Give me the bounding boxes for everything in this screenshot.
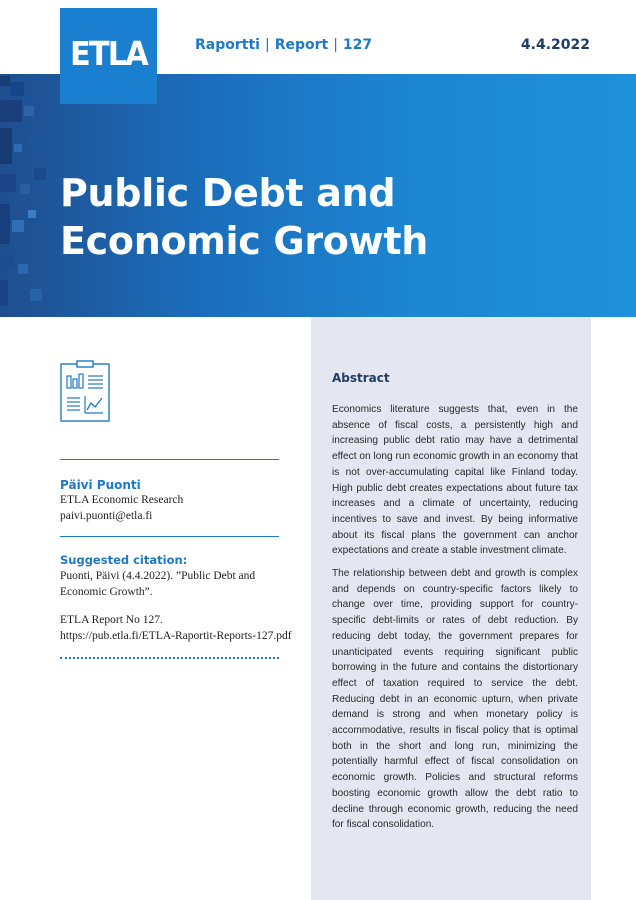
author-email[interactable]: paivi.puonti@etla.fi <box>60 510 153 522</box>
banner-pixel <box>0 204 10 244</box>
author-name: Päivi Puonti <box>60 478 141 492</box>
logo-text: ETLA <box>70 34 147 73</box>
report-url-link[interactable]: https://pub.etla.fi/ETLA-Raportit-Reports-127.pdf <box>60 630 292 642</box>
report-title: Public Debt and Economic Growth <box>60 171 428 263</box>
banner-pixel <box>0 254 14 268</box>
series-label-fi: Raportti <box>195 37 260 53</box>
banner-pixel <box>12 220 24 232</box>
divider <box>60 536 279 537</box>
publication-date: 4.4.2022 <box>520 37 590 53</box>
report-number: ETLA Report No 127. <box>60 614 163 626</box>
series-separator: | <box>333 37 338 53</box>
etla-logo[interactable] <box>60 8 157 104</box>
dotted-divider <box>60 657 279 659</box>
banner-pixel <box>34 168 46 180</box>
abstract-paragraph: The relationship between debt and growth is complex and depends on country-specific factors likely to change over time, providing support for country-specific debt-limits or rates of debt reduction. By reducing debt today, the government prepares for unanticipated events requiring significant public borrowing in the future and contains the distortionary effect of taxation required to service the debt. Reducing debt in an economic upturn, when private demand is strong and when monetary policy is accommodative, results in fiscal policy that is optimal both in the short and long run, minimizing the potentially harmful effect of fiscal consolidation on economic growth. Policies and structural reforms boosting economic growth allow the debt ratio to decline through economic growth, reducing the need for fiscal consolidation. <box>332 568 578 831</box>
abstract-panel <box>311 317 591 900</box>
series-number: 127 <box>342 37 373 53</box>
banner-pixel <box>10 82 24 96</box>
banner-pixel <box>0 76 10 86</box>
banner-pixel <box>0 174 16 192</box>
author-organization: ETLA Economic Research <box>60 494 184 506</box>
abstract-paragraph: Economics literature suggests that, even in the absence of fiscal costs, a persistently high and increasing public debt ratio may have a detrimental effect on long run economic growth in an economy that is not over-accumulating capital like Finland today. High public debt creates expectations about future tax increases and a climate of uncertainty, reducing incentives to save and invest. By being informative about its fiscal plans the government can anchor expectations and create a stable investment climate. <box>332 404 578 557</box>
series-label-en: Report <box>274 37 329 53</box>
banner-pixel <box>20 184 30 194</box>
banner-pixel <box>0 128 12 164</box>
citation-heading: Suggested citation: <box>60 553 188 567</box>
citation-text: Puonti, Päivi (4.4.2022). ”Public Debt and Economic Growth”. <box>60 570 256 598</box>
banner-pixel <box>28 210 36 218</box>
series-separator: | <box>264 37 270 53</box>
abstract-heading: Abstract <box>332 371 390 385</box>
report-series <box>195 37 372 53</box>
banner-pixel <box>0 100 22 122</box>
report-document-icon <box>60 360 110 422</box>
title-banner <box>0 74 636 317</box>
banner-pixel <box>24 106 34 116</box>
banner-pixel <box>14 144 22 152</box>
banner-pixel <box>0 280 8 306</box>
banner-pixel <box>18 264 28 274</box>
banner-pixel <box>30 289 42 301</box>
divider <box>60 459 279 460</box>
banner-pixel <box>30 134 44 148</box>
